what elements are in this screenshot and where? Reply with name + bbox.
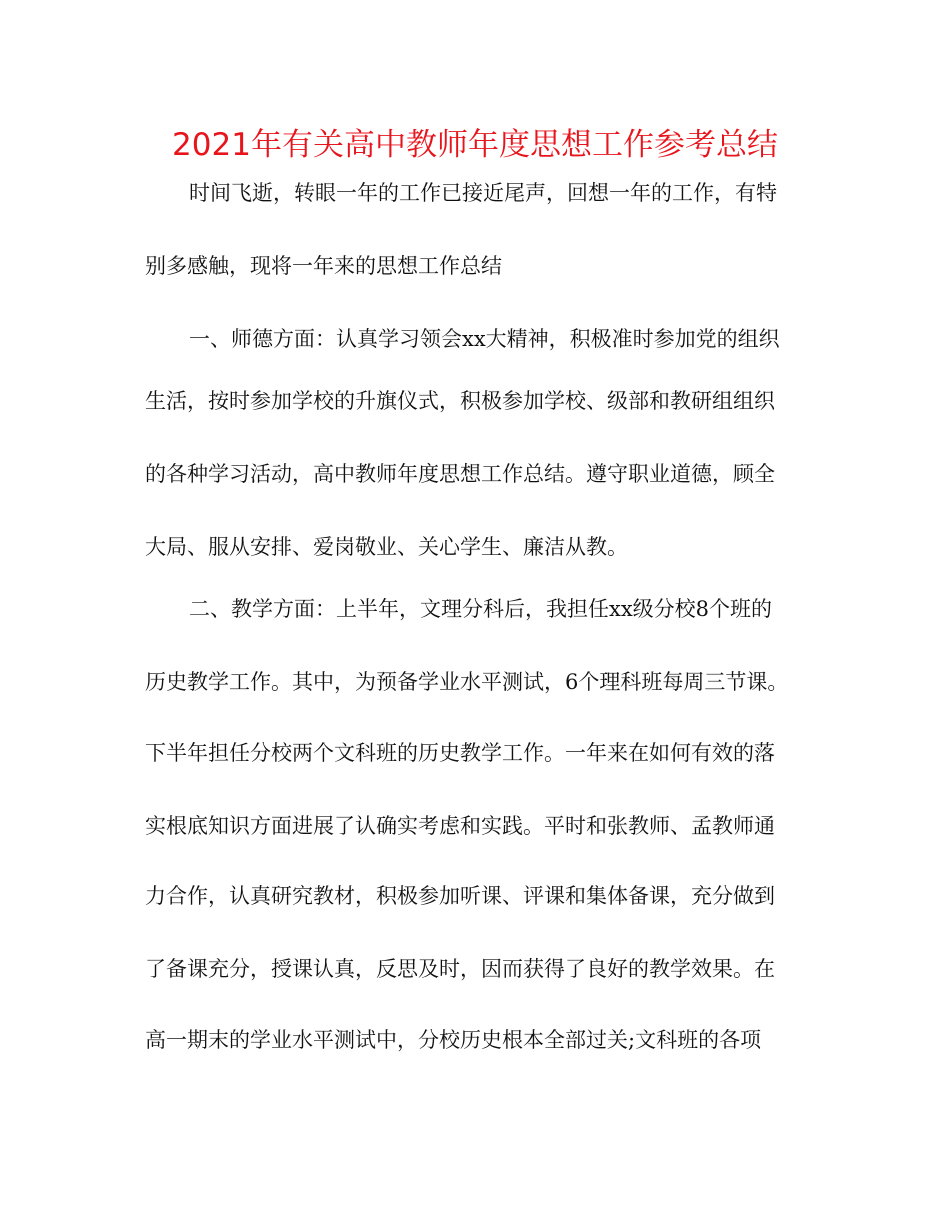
paragraph-line: 下半年担任分校两个文科班的历史教学工作。一年来在如何有效的落 [145,741,775,765]
paragraph-line: 时间飞逝，转眼一年的工作已接近尾声，回想一年的工作，有特 [189,181,777,205]
paragraph-line: 别多感触，现将一年来的思想工作总结 [145,254,502,278]
paragraph-line: 二、教学方面：上半年，文理分科后，我担任xx级分校8个班的 [189,597,773,621]
paragraph-line: 了备课充分，授课认真，反思及时，因而获得了良好的教学效果。在 [145,957,775,981]
paragraph-line: 的各种学习活动，高中教师年度思想工作总结。遵守职业道德，顾全 [145,462,775,486]
paragraph-line: 力合作，认真研究教材，积极参加听课、评课和集体备课，充分做到 [145,884,775,908]
paragraph-line: 大局、服从安排、爱岗敬业、关心学生、廉洁从教。 [145,535,628,559]
paragraph-line: 高一期末的学业水平测试中，分校历史根本全部过关;文科班的各项 [145,1028,762,1052]
paragraph-line: 生活，按时参加学校的升旗仪式，积极参加学校、级部和教研组组织 [145,389,775,413]
paragraph-line: 一、师德方面：认真学习领会xx大精神，积极准时参加党的组织 [189,327,780,351]
paragraph-line: 实根底知识方面进展了认确实考虑和实践。平时和张教师、孟教师通 [145,814,775,838]
paragraph-line: 历史教学工作。其中，为预备学业水平测试，6个理科班每周三节课。 [145,670,789,694]
document-title: 2021年有关高中教师年度思想工作参考总结 [172,127,778,163]
